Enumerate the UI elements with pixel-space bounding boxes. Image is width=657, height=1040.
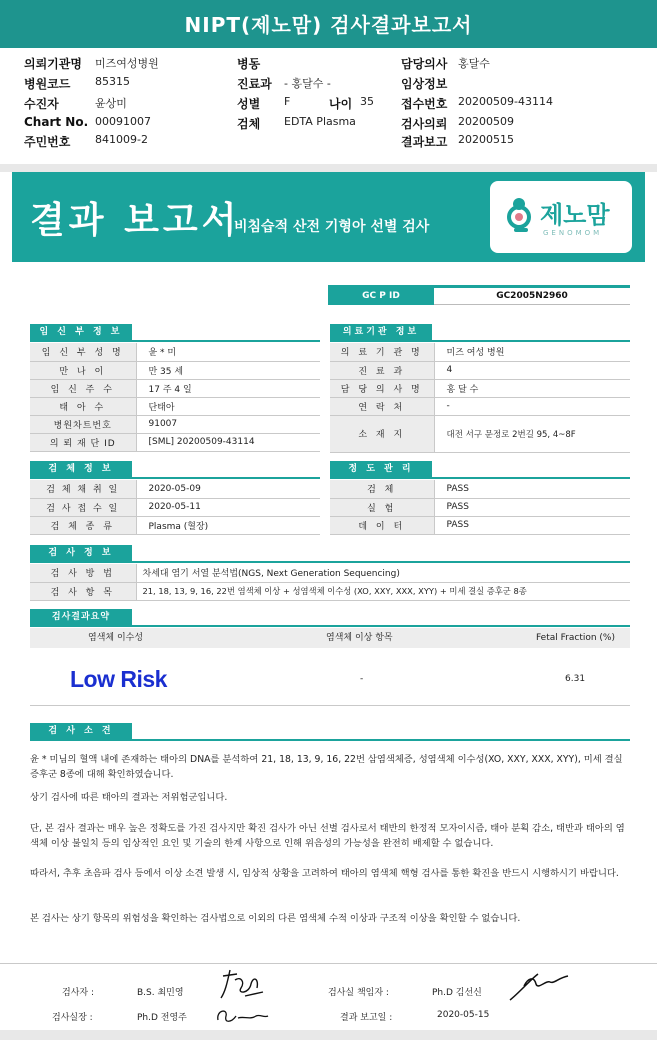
row-label: 검 체 채 취 일 [30, 480, 136, 498]
header-value: 미즈여성병원 [95, 57, 159, 70]
row-value: 4 [434, 361, 630, 379]
table-row [30, 516, 320, 534]
section-tab: 검 사 정 보 [30, 545, 132, 561]
header-value: 20200515 [458, 133, 514, 146]
result-banner [12, 172, 645, 262]
header-label: 병원코드 [24, 77, 71, 91]
gcpid-box [328, 285, 630, 305]
section-institution-info [330, 320, 630, 342]
header-value: 20200509-43114 [458, 95, 553, 108]
tester-signature [215, 966, 270, 1004]
row-value: 17 주 4 일 [136, 379, 320, 397]
genomom-logo-icon [504, 195, 534, 235]
header-label: 접수번호 [401, 97, 448, 111]
header-value: 00091007 [95, 115, 151, 128]
table-row [330, 480, 630, 498]
gcpid-label: GC P ID [328, 288, 434, 305]
section-quality-control [330, 457, 630, 479]
report-title: NIPT(제노맘) 검사결과보고서 [0, 0, 657, 48]
header-label: 검체 [237, 117, 261, 131]
report-date-value: 2020-05-15 [437, 1010, 490, 1020]
findings-paragraph: 상기 검사에 따른 태아의 결과는 저위험군입니다. [30, 792, 228, 803]
row-value: PASS [434, 480, 630, 498]
header-value: 홍달수 [458, 57, 490, 70]
banner-subtitle: 비침습적 산전 기형아 선별 검사 [234, 219, 430, 235]
row-label: 데 이 터 [330, 516, 434, 534]
header-value: 85315 [95, 75, 130, 88]
result-low-risk: Low Risk [70, 666, 167, 692]
header-label: 임상정보 [401, 77, 448, 91]
header-value: F [284, 95, 291, 108]
header-label: 의뢰기관명 [24, 57, 82, 71]
table-row [30, 397, 320, 415]
header-label: 수진자 [24, 97, 59, 111]
section-tab: 의료기관 정보 [330, 324, 432, 340]
age-label: 나이 [329, 97, 353, 111]
header-value: EDTA Plasma [284, 115, 356, 128]
row-value: PASS [434, 498, 630, 516]
summary-header [30, 628, 630, 648]
table-row [30, 379, 320, 397]
report-date-label: 결과 보고일 : [340, 1013, 393, 1023]
row-value: 차세대 염기 서열 분석법(NGS, Next Generation Sequencing) [136, 564, 630, 582]
section-pregnant-info [30, 320, 320, 342]
row-label: 검 사 방 법 [30, 564, 136, 582]
header-label: 주민번호 [24, 135, 71, 149]
specimen-info-table [30, 480, 320, 535]
header-value: 841009-2 [95, 133, 148, 146]
row-label: 만 나 이 [30, 361, 136, 379]
row-label: 진 료 과 [330, 361, 434, 379]
findings-paragraph: 따라서, 추후 초음파 검사 등에서 이상 소견 발생 시, 임상적 상황을 고려하여 태아의 염색체 핵형 검사를 통한 확진을 반드시 시행하시기 바랍니다. [30, 868, 619, 879]
section-tab: 정 도 관 리 [330, 461, 432, 477]
logo-brand-sub: GENOMOM [543, 229, 603, 237]
row-label: 임 신 주 수 [30, 379, 136, 397]
table-row [30, 415, 320, 433]
row-value: 홍 달 수 [434, 379, 630, 397]
logo-brand-text: 제노맘 [540, 201, 610, 229]
section-specimen-info [30, 457, 320, 479]
tester-label: 검사자 : [62, 988, 94, 998]
row-label: 연 락 처 [330, 397, 434, 415]
summary-divider [30, 705, 630, 706]
row-value: 2020-05-11 [136, 498, 320, 516]
summary-fetal-fraction-value: 6.31 [565, 674, 586, 684]
header-divider [0, 164, 657, 172]
section-result-summary [30, 605, 630, 627]
table-row [330, 516, 630, 534]
table-row [30, 361, 320, 379]
director-label: 검사실 책임자 : [328, 988, 389, 998]
row-label: 임 신 부 성 명 [30, 343, 136, 361]
row-label: 검 체 [330, 480, 434, 498]
row-value: 91007 [136, 415, 320, 433]
tester-name: B.S. 최민영 [137, 988, 184, 998]
row-label: 실 험 [330, 498, 434, 516]
header-label: Chart No. [24, 115, 89, 129]
summary-col-abnormal: 염색체 이상 항목 [326, 633, 393, 643]
section-tab: 검 체 정 보 [30, 461, 132, 477]
header-label: 결과보고 [401, 135, 448, 149]
row-label: 소 재 지 [330, 415, 434, 452]
row-value: 만 35 세 [136, 361, 320, 379]
summary-col-fetal-fraction: Fetal Fraction (%) [536, 633, 615, 643]
table-row [330, 397, 630, 415]
table-row [330, 361, 630, 379]
section-test-info [30, 541, 630, 563]
table-row [30, 480, 320, 498]
genomom-logo [490, 181, 632, 253]
table-row [30, 343, 320, 361]
section-tab: 검사결과요약 [30, 609, 132, 625]
row-value: 21, 18, 13, 9, 16, 22번 염색체 이상 + 성염색체 이수성 (XO, XXY, XXX, XYY) + 미세 결실 증후군 8종 [136, 582, 630, 600]
header-value: 윤상미 [95, 97, 127, 110]
row-label: 의 료 기 관 명 [330, 343, 434, 361]
row-label: 태 아 수 [30, 397, 136, 415]
header-label: 진료과 [237, 77, 272, 91]
row-value: PASS [434, 516, 630, 534]
header-label: 병동 [237, 57, 261, 71]
table-row [30, 564, 630, 582]
table-row [330, 343, 630, 361]
row-value: 2020-05-09 [136, 480, 320, 498]
quality-control-table [330, 480, 630, 535]
row-label: 의 뢰 재 단 ID [30, 433, 136, 451]
section-findings [30, 719, 630, 741]
row-value: 윤 * 미 [136, 343, 320, 361]
footer-band [0, 1030, 657, 1040]
section-tab: 임 신 부 정 보 [30, 324, 132, 340]
header-label: 검사의뢰 [401, 117, 448, 131]
signature-divider [0, 963, 657, 964]
table-row [330, 379, 630, 397]
header-label: 성별 [237, 97, 261, 111]
table-row [330, 415, 630, 452]
banner-title: 결과 보고서 [30, 200, 241, 241]
row-label: 담 당 의 사 명 [330, 379, 434, 397]
findings-paragraph: 본 검사는 상기 항목의 위험성을 확인하는 검사법으로 이외의 다른 염색체 수적 이상과 구조적 이상을 확인할 수 없습니다. [30, 913, 521, 924]
director-signature [500, 966, 575, 1006]
row-value: Plasma (혈장) [136, 516, 320, 534]
section-tab: 검 사 소 견 [30, 723, 132, 739]
table-row [30, 582, 630, 600]
findings-paragraph: 단, 본 검사 결과는 매우 높은 정확도를 가진 검사지만 확진 검사가 아닌 선별 검사로서 태반의 한정적 모자이시즘, 태아 분획 감소, 태반과 태아의 염색체 이상 불일치 등의 임상적인 요인 및 기술의 한계 사항으로 인해 위음성의 가능성을 완전히 배제할 수 없습니다. [30, 823, 625, 849]
header-label: 담당의사 [401, 57, 448, 71]
pregnant-info-table [30, 343, 320, 452]
header-value: 20200509 [458, 115, 514, 128]
findings-paragraph: 윤 * 미님의 혈액 내에 존재하는 태아의 DNA를 분석하여 21, 18, 13, 9, 16, 22번 삼염색체증, 성염색체 이수성(XO, XXY, XXX, XYY), 미세 결실 증후군 8종에 대해 확인하였습니다. [30, 754, 623, 780]
institution-info-table [330, 343, 630, 453]
test-info-table [30, 564, 630, 601]
row-label: 검 체 종 류 [30, 516, 136, 534]
header-value: - 홍달수 - [284, 77, 331, 90]
row-value: 미즈 여성 병원 [434, 343, 630, 361]
lab-head-signature [210, 1002, 270, 1028]
lab-head-label: 검사실장 : [52, 1013, 93, 1023]
row-value: 단태아 [136, 397, 320, 415]
row-label: 검 사 접 수 일 [30, 498, 136, 516]
table-row [30, 433, 320, 451]
table-row [30, 498, 320, 516]
row-value: [SML] 20200509-43114 [136, 433, 320, 451]
row-label: 병원차트번호 [30, 415, 136, 433]
summary-abnormal-value: - [360, 674, 364, 684]
table-row [330, 498, 630, 516]
row-value: 대전 서구 문정로 2번길 95, 4~8F [434, 415, 630, 452]
gcpid-value: GC2005N2960 [434, 288, 630, 305]
row-label: 검 사 항 목 [30, 582, 136, 600]
director-name: Ph.D 김선신 [432, 988, 482, 998]
lab-head-name: Ph.D 전영주 [137, 1013, 187, 1023]
age-value: 35 [360, 95, 374, 108]
summary-col-aneuploidy: 염색체 이수성 [88, 633, 144, 643]
row-value: - [434, 397, 630, 415]
